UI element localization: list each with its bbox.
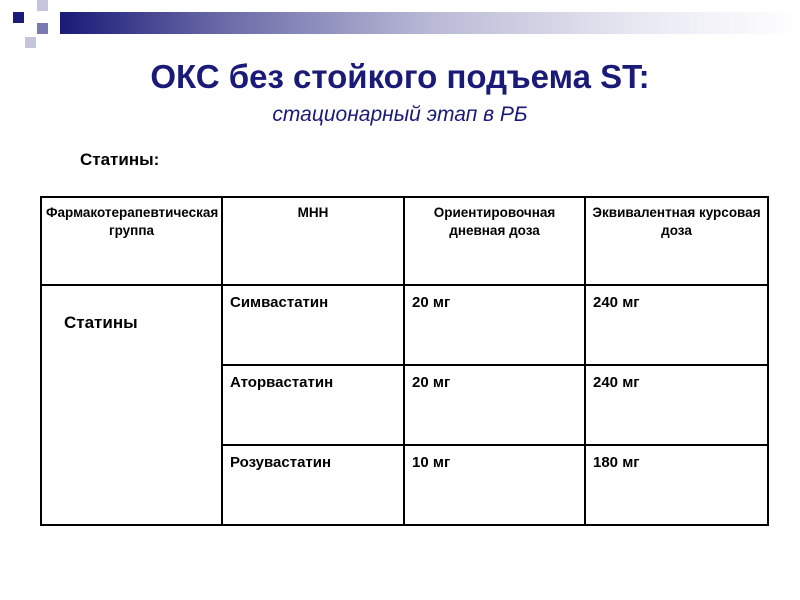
column-header-course-dose: Эквивалентная курсовая доза (585, 197, 768, 285)
corner-square (37, 0, 48, 11)
daily-dose-cell: 10 мг (404, 445, 585, 525)
course-dose-cell: 240 мг (585, 285, 768, 365)
group-cell: Статины (41, 285, 222, 525)
column-header-inn: МНН (222, 197, 404, 285)
table-header-row (41, 197, 768, 285)
drug-name-cell: Розувастатин (222, 445, 404, 525)
slide-title: ОКС без стойкого подъема ST: (150, 58, 650, 95)
column-header-pharmgroup: Фармакотерапевтическая группа (41, 197, 222, 285)
header-gradient-bar (60, 12, 800, 34)
drug-name-cell: Симвастатин (222, 285, 404, 365)
daily-dose-cell: 20 мг (404, 365, 585, 445)
corner-square (13, 12, 24, 23)
section-heading: Статины: (80, 150, 160, 169)
column-header-daily-dose: Ориентировочная дневная доза (404, 197, 585, 285)
drug-name-cell: Аторвастатин (222, 365, 404, 445)
slide-subtitle: стационарный этап в РБ (272, 103, 528, 126)
statins-table (40, 196, 769, 526)
daily-dose-cell: 20 мг (404, 285, 585, 365)
corner-square (25, 37, 36, 48)
table-row (41, 285, 768, 365)
corner-square (37, 23, 48, 34)
course-dose-cell: 180 мг (585, 445, 768, 525)
course-dose-cell: 240 мг (585, 365, 768, 445)
